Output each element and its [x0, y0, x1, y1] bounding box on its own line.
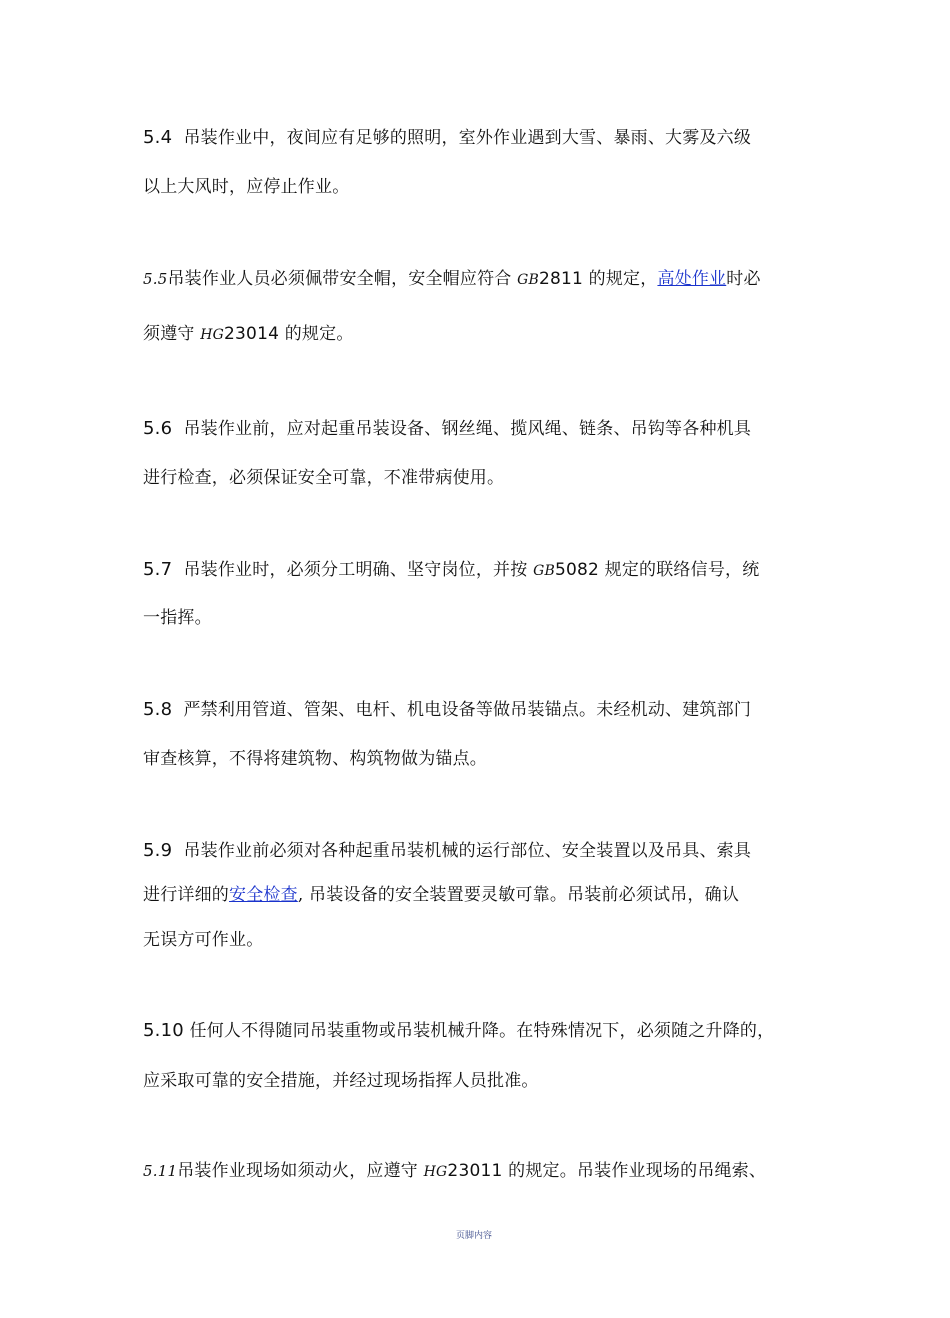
para-5-8-line-1 [143, 698, 751, 722]
para-text: 审查核算，不得将建筑物、构筑物做为锚点。 [143, 749, 487, 769]
para-5-8-line-2 [143, 747, 487, 771]
page-footer: 页脚内容 [456, 1231, 493, 1241]
para-text: 吊装作业前，应对起重吊装设备、钢丝绳、揽风绳、链条、吊钩等各种机具 [183, 419, 752, 439]
para-5-6-line-1 [143, 417, 751, 441]
para-text: 吊装作业时，必须分工明确、坚守岗位，并按 [183, 560, 528, 580]
para-text: 进行详细的 [143, 885, 229, 905]
standard-number: 23011 [447, 1161, 503, 1181]
para-text: 任何人不得随同吊装重物或吊装机械升降。在特殊情况下，必须随之升降的， [189, 1021, 775, 1041]
standard-code: HG [423, 1164, 448, 1180]
para-text: , 吊装设备的安全装置要灵敏可靠。吊装前必须试吊，确认 [297, 885, 740, 905]
para-5-7-line-1 [143, 558, 759, 583]
para-text: 无误方可作业。 [143, 930, 264, 950]
para-text: 严禁利用管道、管架、电杆、机电设备等做吊装锚点。未经机动、建筑部门 [183, 700, 752, 720]
standard-number: 23014 [224, 324, 280, 344]
para-number: 5.10 [143, 1020, 184, 1041]
standard-number: 2811 [538, 269, 584, 289]
para-5-10-line-2 [143, 1069, 539, 1093]
para-5-9-line-3 [143, 928, 263, 952]
para-5-9-line-1 [143, 839, 751, 863]
para-5-9-line-2 [143, 883, 739, 907]
para-text: 的规定， [588, 269, 658, 289]
para-5-11-line-1 [143, 1159, 766, 1184]
para-text: 吊装作业中，夜间应有足够的照明，室外作业遇到大雪、暴雨、大雾及六级 [183, 128, 752, 148]
para-text: 的规定。吊装作业现场的吊绳索、 [508, 1161, 767, 1181]
para-5-5-line-1 [143, 267, 761, 292]
para-text: 吊装作业人员必须佩带安全帽，安全帽应符合 [167, 269, 512, 289]
para-number: 5.5 [143, 270, 168, 288]
para-number: 5.6 [143, 418, 173, 439]
standard-code: GB [533, 563, 555, 579]
para-text: 进行检查，必须保证安全可靠，不准带病使用。 [143, 468, 505, 488]
para-5-10-line-1 [143, 1019, 774, 1043]
para-5-5-line-2 [143, 322, 354, 347]
para-number: 5.9 [143, 840, 173, 861]
link-high-altitude-work[interactable]: 高处作业 [657, 269, 727, 289]
para-5-7-line-2 [143, 606, 212, 630]
para-5-4-line-2 [143, 175, 349, 199]
para-5-6-line-2 [143, 466, 504, 490]
para-text: 应采取可靠的安全措施，并经过现场指挥人员批准。 [143, 1071, 539, 1091]
para-text: 时必 [726, 269, 761, 289]
para-text: 的规定。 [284, 324, 354, 344]
para-number: 5.8 [143, 699, 173, 720]
para-text: 吊装作业前必须对各种起重吊装机械的运行部位、安全装置以及吊具、索具 [183, 841, 752, 861]
para-text: 规定的联络信号，统 [604, 560, 760, 580]
para-text: 一指挥。 [143, 608, 212, 628]
para-number: 5.4 [143, 127, 173, 148]
standard-code: GB [517, 272, 539, 288]
link-safety-inspection[interactable]: 安全检查 [229, 885, 298, 905]
standard-code: HG [200, 327, 225, 343]
para-text: 须遵守 [143, 324, 195, 344]
para-number: 5.7 [143, 559, 173, 580]
para-5-4-line-1 [143, 126, 751, 150]
para-text: 吊装作业现场如须动火，应遵守 [177, 1161, 419, 1181]
standard-number: 5082 [554, 560, 600, 580]
para-text: 以上大风时，应停止作业。 [143, 177, 350, 197]
para-number: 5.11 [143, 1162, 178, 1180]
